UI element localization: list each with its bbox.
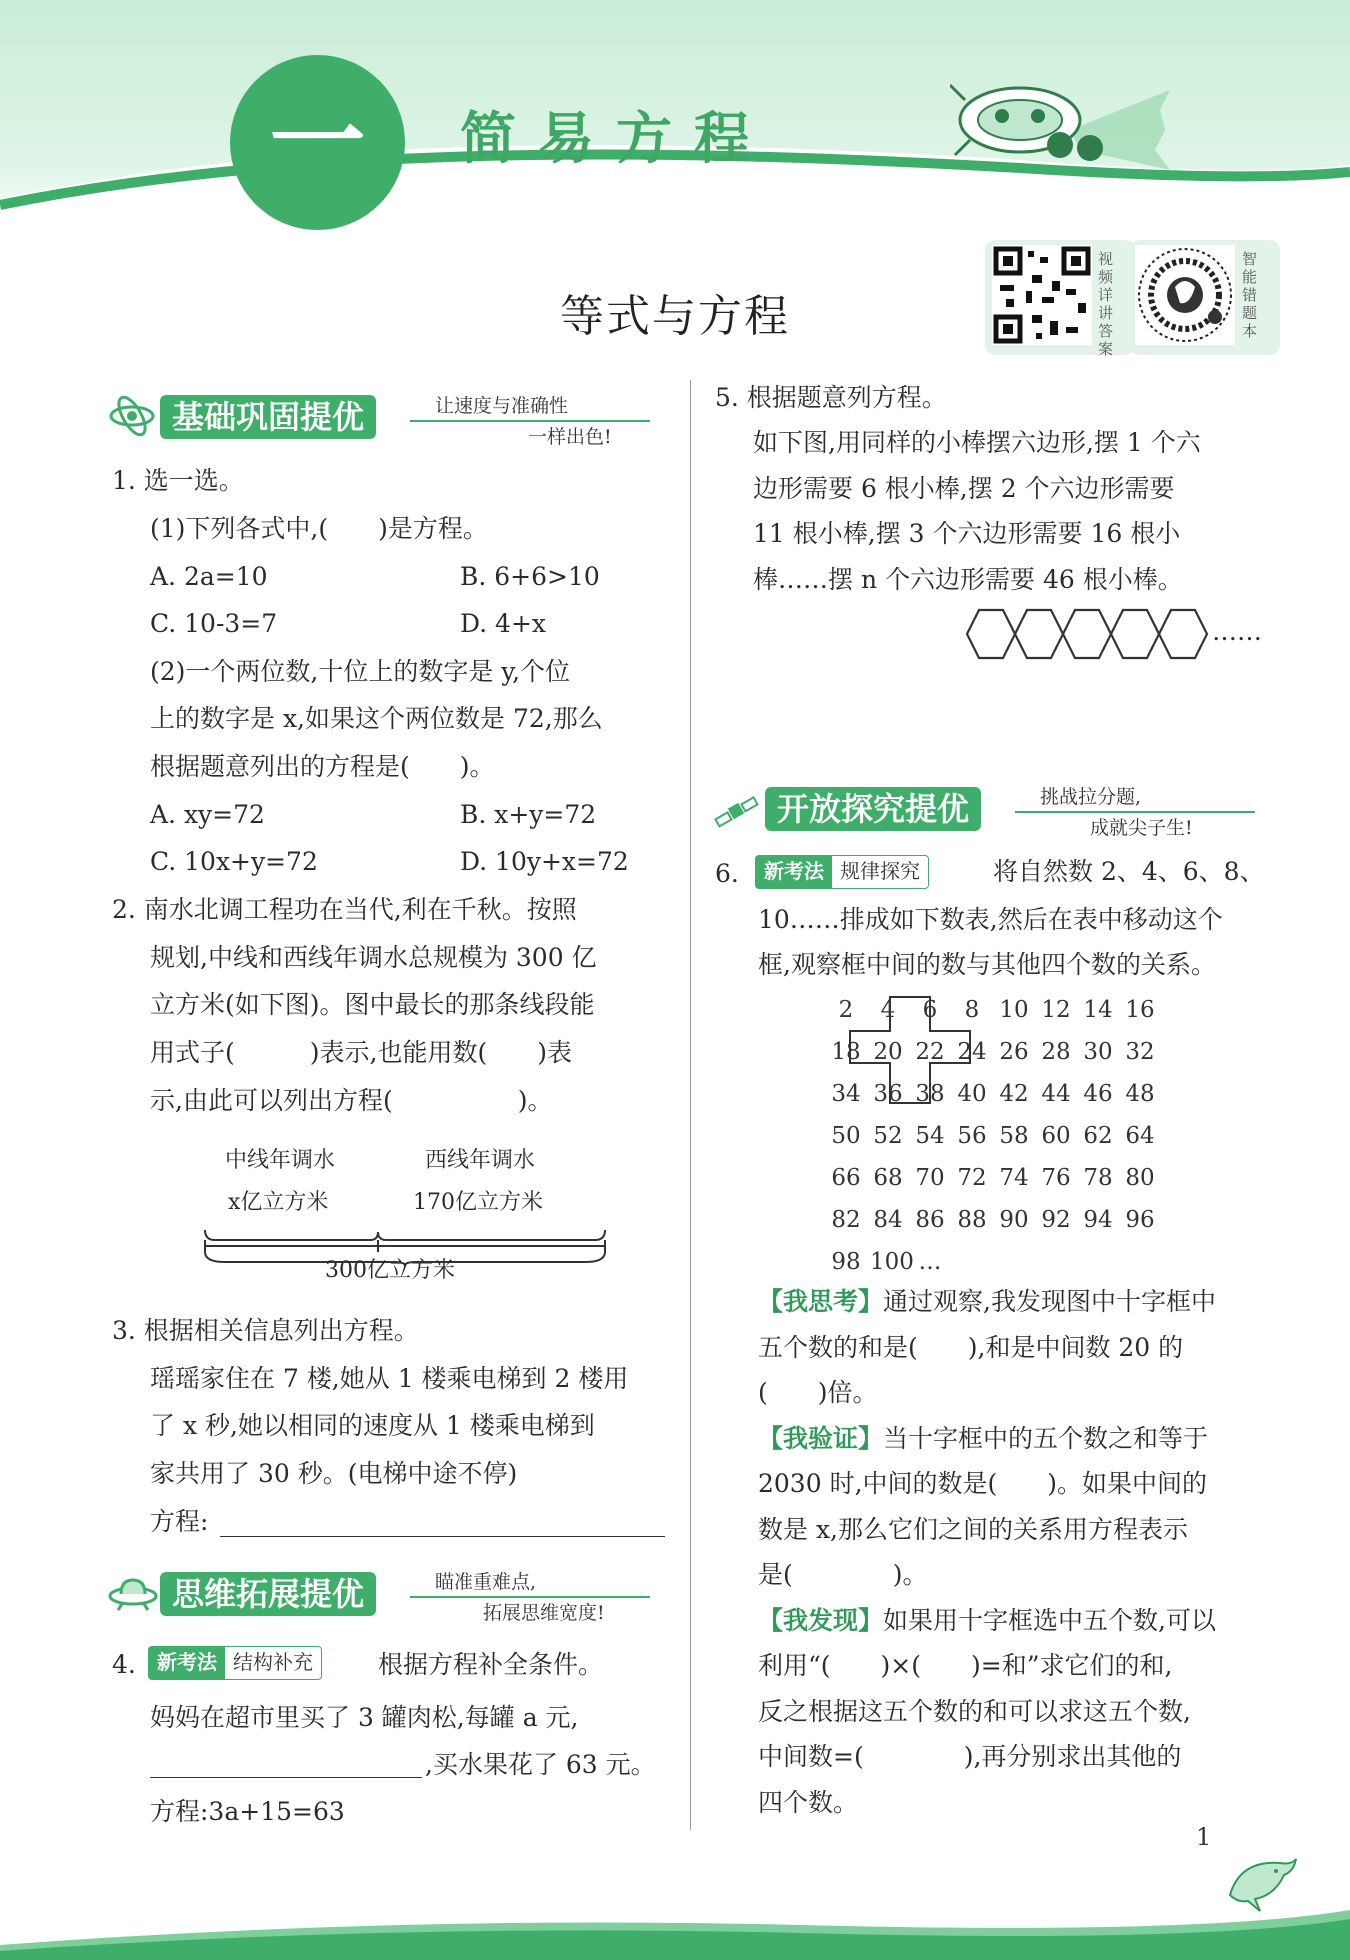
grid-cell: 82 — [831, 1207, 861, 1233]
q2-fig-middle-value: x亿立方米 — [228, 1190, 329, 1215]
q2-fig-total: 300亿立方米 — [325, 1258, 455, 1283]
grid-cell: 96 — [1125, 1207, 1155, 1233]
grid-cell: 70 — [915, 1165, 945, 1191]
grid-cell: 24 — [957, 1039, 987, 1065]
q6-find-line5: 四个数。 — [758, 1788, 859, 1817]
grid-cell: 72 — [957, 1165, 987, 1191]
q5-line3: 边形需要 6 根小棒,摆 2 个六边形需要 — [753, 474, 1175, 503]
q6-tag-pattern: 规律探究 — [840, 859, 920, 883]
q2-fig-middle-label: 中线年调水 — [225, 1148, 336, 1173]
grid-cell: 46 — [1083, 1081, 1113, 1107]
q2-line3: 立方米(如下图)。图中最长的那条线段能 — [150, 990, 595, 1019]
q4-line2: 妈妈在超市里买了 3 罐肉松,每罐 a 元, — [150, 1703, 579, 1732]
grid-cell: 28 — [1041, 1039, 1071, 1065]
column-divider — [690, 380, 691, 1830]
banner-thinking-underline — [410, 1596, 650, 1598]
q1-part2-line3: 根据题意列出的方程是( )。 — [150, 752, 495, 781]
hexagon-chain-figure — [965, 606, 1215, 662]
grid-cell: 36 — [873, 1081, 903, 1107]
q3-line1: 3. 根据相关信息列出方程。 — [112, 1316, 419, 1345]
q4-tag — [148, 1646, 322, 1680]
q4-line1: 根据方程补全条件。 — [378, 1650, 604, 1679]
chapter-number: 一 — [269, 86, 366, 198]
q6-verify-line1 — [758, 1424, 1208, 1454]
q1-part2-option-c: C. 10x+y=72 — [150, 847, 318, 876]
grid-cell: 88 — [957, 1207, 987, 1233]
q1-part1-option-a: A. 2a=10 — [150, 562, 268, 591]
grid-cell: 12 — [1041, 997, 1071, 1023]
grid-cell: 14 — [1083, 997, 1113, 1023]
q5-line4: 11 根小棒,摆 3 个六边形需要 16 根小 — [753, 519, 1181, 548]
qr-label-mistake-book: 智能错题本 — [1242, 250, 1258, 340]
q1-part1-option-b: B. 6+6>10 — [460, 562, 600, 591]
footer-swoosh — [0, 1905, 1350, 1960]
banner-thinking-slogan-1: 瞄准重难点, — [435, 1571, 537, 1593]
grid-cell: 48 — [1125, 1081, 1155, 1107]
q6-find-text1: 如果用十字框选中五个数,可以 — [883, 1606, 1216, 1635]
q4-line4: 方程:3a+15=63 — [150, 1797, 345, 1826]
grid-cell: 44 — [1041, 1081, 1071, 1107]
q6-find-label: 【我发现】 — [758, 1606, 884, 1635]
banner-open-title: 开放探究提优 — [765, 787, 981, 831]
q6-think-line2: 五个数的和是( ),和是中间数 20 的 — [758, 1333, 1184, 1362]
q2-line4: 用式子( )表示,也能用数( )表 — [150, 1038, 572, 1067]
grid-cell: 6 — [922, 997, 938, 1023]
atom-icon — [108, 395, 156, 437]
q6-verify-line2: 2030 时,中间的数是( )。如果中间的 — [758, 1469, 1208, 1498]
q5-line5: 棒……摆 n 个六边形需要 46 根小棒。 — [753, 565, 1183, 594]
grid-cell: 8 — [964, 997, 980, 1023]
q2-line2: 规划,中线和西线年调水总规模为 300 亿 — [150, 943, 597, 972]
q6-find-line1 — [758, 1606, 1216, 1636]
grid-cell: 30 — [1083, 1039, 1113, 1065]
grid-cell: … — [918, 1249, 942, 1275]
q1-part2-option-a: A. xy=72 — [150, 800, 265, 829]
q4-answer-line[interactable] — [150, 1777, 422, 1778]
q1-part2-option-d: D. 10y+x=72 — [460, 847, 629, 876]
grid-cell: 100 — [870, 1249, 914, 1275]
q6-think-label: 【我思考】 — [758, 1287, 884, 1316]
flying-mascot-illustration — [950, 70, 1170, 180]
q6-verify-line4: 是( )。 — [758, 1560, 928, 1589]
q1-part2-line2: 上的数字是 x,如果这个两位数是 72,那么 — [150, 704, 603, 733]
banner-thinking-slogan-2: 拓展思维宽度! — [483, 1602, 605, 1624]
grid-cell: 38 — [915, 1081, 945, 1107]
grid-cell: 32 — [1125, 1039, 1155, 1065]
grid-cell: 60 — [1041, 1123, 1071, 1149]
grid-cell: 62 — [1083, 1123, 1113, 1149]
q6-line1: 将自然数 2、4、6、8、 — [993, 857, 1265, 886]
grid-cell: 20 — [873, 1039, 903, 1065]
grid-cell: 54 — [915, 1123, 945, 1149]
q6-find-line3: 反之根据这五个数的和可以求这五个数, — [758, 1697, 1191, 1726]
q6-verify-label: 【我验证】 — [758, 1424, 884, 1453]
q6-think-line1 — [758, 1287, 1216, 1317]
q3-answer-line[interactable] — [220, 1536, 665, 1537]
q1-part2-line1: (2)一个两位数,十位上的数字是 y,个位 — [150, 657, 571, 686]
grid-cell: 22 — [915, 1039, 945, 1065]
grid-cell: 86 — [915, 1207, 945, 1233]
grid-cell: 50 — [831, 1123, 861, 1149]
grid-cell: 76 — [1041, 1165, 1071, 1191]
banner-basic-slogan-2: 一样出色! — [528, 426, 612, 448]
q3-line2: 瑶瑶家住在 7 楼,她从 1 楼乘电梯到 2 楼用 — [150, 1364, 629, 1393]
ufo-icon — [108, 1572, 158, 1612]
qr-label-video: 视频详讲答案 — [1098, 250, 1114, 358]
grid-cell: 34 — [831, 1081, 861, 1107]
q6-verify-text1: 当十字框中的五个数之和等于 — [883, 1424, 1209, 1453]
grid-cell: 42 — [999, 1081, 1029, 1107]
q1-stem: 1. 选一选。 — [112, 466, 244, 495]
grid-cell: 84 — [873, 1207, 903, 1233]
grid-cell: 90 — [999, 1207, 1029, 1233]
q2-line5: 示,由此可以列出方程( )。 — [150, 1086, 553, 1115]
grid-cell: 66 — [831, 1165, 861, 1191]
q5-line1: 5. 根据题意列方程。 — [715, 383, 947, 412]
q4-line3: ,买水果花了 63 元。 — [425, 1750, 656, 1779]
grid-cell: 80 — [1125, 1165, 1155, 1191]
banner-open-slogan-1: 挑战拉分题, — [1040, 786, 1142, 808]
q6-think-text1: 通过观察,我发现图中十字框中 — [883, 1287, 1216, 1316]
banner-basic-slogan-1: 让速度与准确性 — [435, 395, 569, 417]
grid-cell: 26 — [999, 1039, 1029, 1065]
grid-cell: 68 — [873, 1165, 903, 1191]
grid-cell: 78 — [1083, 1165, 1113, 1191]
banner-open-slogan-2: 成就尖子生! — [1090, 817, 1193, 839]
grid-cell: 92 — [1041, 1207, 1071, 1233]
q6-verify-line3: 数是 x,那么它们之间的关系用方程表示 — [758, 1515, 1188, 1544]
q6-number: 6. — [715, 859, 739, 888]
page-number: 1 — [1196, 1823, 1212, 1851]
q2-line1: 2. 南水北调工程功在当代,利在千秋。按照 — [112, 895, 577, 924]
grid-cell: 2 — [838, 997, 854, 1023]
q2-fig-west-value: 170亿立方米 — [413, 1190, 543, 1215]
grid-cell: 56 — [957, 1123, 987, 1149]
satellite-icon — [712, 790, 760, 832]
banner-basic-underline — [410, 420, 650, 422]
cross-frame — [845, 993, 975, 1113]
grid-cell: 4 — [880, 997, 896, 1023]
q3-line3: 了 x 秒,她以相同的速度从 1 楼乘电梯到 — [150, 1411, 595, 1440]
grid-cell: 18 — [831, 1039, 861, 1065]
chapter-title: 简易方程 — [460, 107, 772, 172]
q4-number: 4. — [112, 1650, 136, 1679]
grid-cell: 40 — [957, 1081, 987, 1107]
q1-part1-option-d: D. 4+x — [460, 609, 546, 638]
q4-tag-new-method: 新考法 — [149, 1647, 225, 1679]
q6-tag — [755, 855, 929, 889]
q2-fig-west-label: 西线年调水 — [425, 1148, 536, 1173]
grid-cell: 58 — [999, 1123, 1029, 1149]
banner-thinking-title: 思维拓展提优 — [160, 1572, 376, 1616]
banner-open-underline — [1015, 811, 1255, 813]
qr-code-video[interactable] — [992, 245, 1092, 345]
q3-line5: 方程: — [150, 1507, 209, 1536]
qr-code-mistake-book[interactable] — [1135, 245, 1235, 345]
grid-cell: 16 — [1125, 997, 1155, 1023]
grid-cell: 98 — [831, 1249, 861, 1275]
q1-part1: (1)下列各式中,( )是方程。 — [150, 514, 488, 543]
q3-line4: 家共用了 30 秒。(电梯中途不停) — [150, 1459, 518, 1488]
grid-cell: 10 — [999, 997, 1029, 1023]
q1-part2-option-b: B. x+y=72 — [460, 800, 597, 829]
hexagon-ellipsis: …… — [1212, 617, 1262, 646]
grid-cell: 52 — [873, 1123, 903, 1149]
grid-cell: 94 — [1083, 1207, 1113, 1233]
banner-basic-title: 基础巩固提优 — [160, 395, 376, 439]
q4-tag-structure: 结构补充 — [233, 1650, 313, 1674]
q6-tag-new-method: 新考法 — [756, 856, 832, 888]
q6-line3: 框,观察框中间的数与其他四个数的关系。 — [758, 950, 1216, 979]
grid-cell: 64 — [1125, 1123, 1155, 1149]
q6-find-line2: 利用“( )×( )=和”求它们的和, — [758, 1651, 1173, 1680]
q6-find-line4: 中间数=( ),再分别求出其他的 — [758, 1742, 1182, 1771]
q6-line2: 10……排成如下数表,然后在表中移动这个 — [758, 905, 1223, 934]
q5-line2: 如下图,用同样的小棒摆六边形,摆 1 个六 — [753, 428, 1201, 457]
q1-part1-option-c: C. 10-3=7 — [150, 609, 278, 638]
section-title: 等式与方程 — [560, 291, 790, 342]
q6-think-line3: ( )倍。 — [758, 1378, 878, 1407]
grid-cell: 74 — [999, 1165, 1029, 1191]
